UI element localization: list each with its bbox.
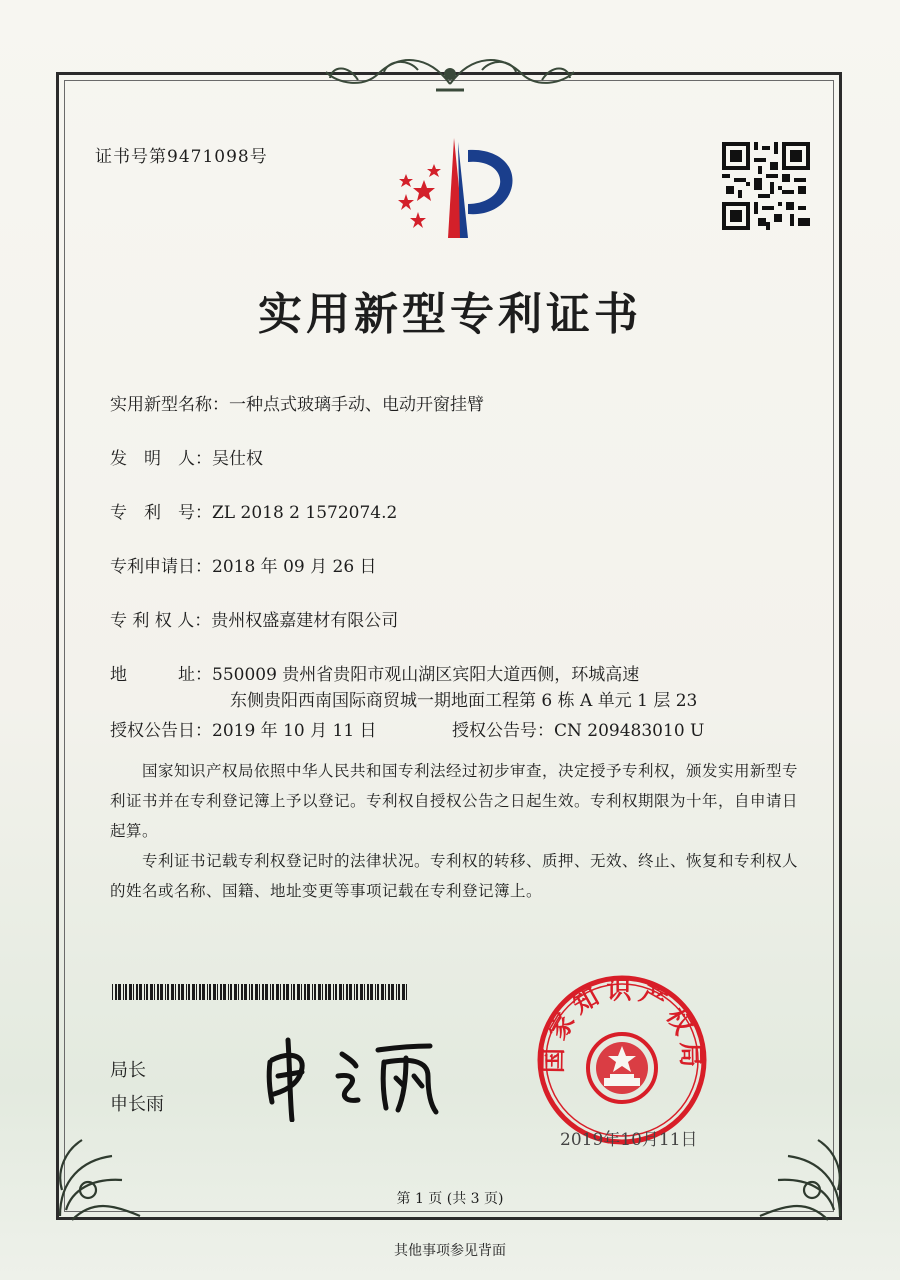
top-ornament-icon <box>318 44 582 96</box>
patentee-label: 专 利 权 人： <box>110 611 212 631</box>
inventor-value: 吴仕权 <box>212 449 263 469</box>
grant-date-value: 2019 年 10 月 11 日 <box>212 721 377 741</box>
paragraph-1: 国家知识产权局依照中华人民共和国专利法经过初步审查，决定授予专利权，颁发实用新型专利证书并在专利登记簿上予以登记。专利权自授权公告之日起生效。专利权期限为十年，自申请日起算。 <box>110 762 799 840</box>
page-indicator: 第 1 页 (共 3 页) <box>396 1191 504 1207</box>
grant-number-label: 授权公告号： <box>452 721 554 741</box>
address-line-1: 550009 贵州省贵阳市观山湖区宾阳大道西侧，环城高速 <box>212 665 640 685</box>
seal-date: 2019年10月11日 <box>560 1130 698 1150</box>
national-emblem-icon <box>588 1034 656 1102</box>
corner-ornament-left-icon <box>52 1120 148 1224</box>
director-name: 申长雨 <box>110 1094 164 1115</box>
filing-date-value: 2018 年 09 月 26 日 <box>212 557 377 577</box>
patent-office-logo-icon <box>384 130 524 246</box>
paragraph-2: 专利证书记载专利权登记时的法律状况。专利权的转移、质押、无效、终止、恢复和专利权人的姓名或名称、国籍、地址变更等事项记载在专利登记簿上。 <box>110 852 799 900</box>
barcode-icon <box>112 984 410 1000</box>
address-row <box>110 660 639 685</box>
back-page-note: 其他事项参见背面 <box>394 1243 506 1259</box>
address-label: 地 址： <box>110 665 212 685</box>
grant-number-row <box>452 716 704 741</box>
qr-code-icon <box>722 142 810 230</box>
inventor-label: 发 明 人： <box>110 449 212 469</box>
grant-number-value: CN 209483010 U <box>554 721 705 741</box>
name-value: 一种点式玻璃手动、电动开窗挂臂 <box>229 395 484 415</box>
seal-text: 国家知识产权局 <box>538 975 706 1074</box>
corner-ornament-right-icon <box>752 1120 848 1224</box>
patent-number-label: 专 利 号： <box>110 503 212 523</box>
grant-date-row <box>110 716 377 741</box>
patent-number-value: ZL 2018 2 1572074.2 <box>212 503 398 523</box>
grant-date-label: 授权公告日： <box>110 721 212 741</box>
patentee-row <box>110 606 398 631</box>
handwritten-signature-icon <box>258 1032 458 1122</box>
patent-number-row <box>110 498 397 523</box>
filing-date-row <box>110 552 377 577</box>
address-line-2: 东侧贵阳西南国际商贸城一期地面工程第 6 栋 A 单元 1 层 23 <box>230 691 698 711</box>
certificate-title: 实用新型专利证书 <box>258 289 642 340</box>
filing-date-label: 专利申请日： <box>110 557 212 577</box>
director-title: 局长 <box>110 1060 146 1081</box>
certificate-number: 证书号第9471098号 <box>95 147 268 167</box>
official-seal-icon <box>536 974 708 1146</box>
utility-model-name-row <box>110 390 484 415</box>
patentee-value: 贵州权盛嘉建材有限公司 <box>211 611 399 631</box>
inventor-row <box>110 444 263 469</box>
name-label: 实用新型名称： <box>110 395 229 415</box>
